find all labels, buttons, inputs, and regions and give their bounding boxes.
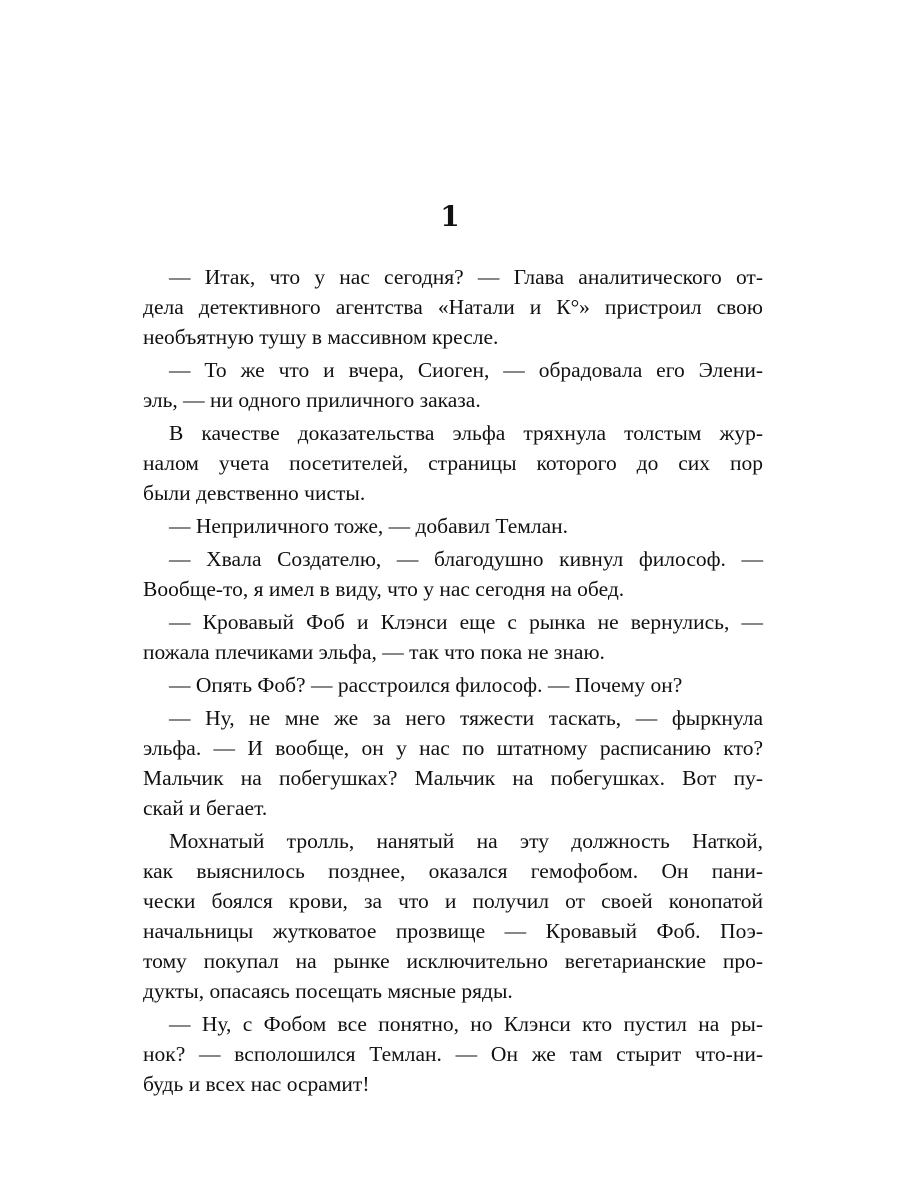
paragraph: [143, 355, 763, 418]
text-line: эльфа. — И вообще, он у нас по штатному расписанию кто?: [143, 736, 763, 760]
text-line: как выяснилось позднее, оказался гемофобом. Он пани-: [143, 859, 763, 883]
text-line: чески боялся крови, за что и получил от своей конопатой: [143, 889, 763, 913]
text-line: дела детективного агентства «Натали и К°» пристроил свою: [143, 295, 763, 319]
text-line: эль, — ни одного приличного заказа.: [143, 388, 481, 412]
chapter-number: 1: [440, 200, 460, 233]
text-line: — Кровавый Фоб и Клэнси еще с рынка не вернулись, —: [169, 610, 763, 634]
text-line: В качестве доказательства эльфа тряхнула толстым жур-: [169, 421, 763, 445]
paragraph: [143, 1009, 763, 1099]
text-line: налом учета посетителей, страницы которого до сих пор: [143, 451, 763, 475]
paragraph: [143, 826, 763, 1009]
chapter-text: [143, 262, 763, 1099]
text-line: были девственно чисты.: [143, 481, 366, 505]
text-line: пожала плечиками эльфа, — так что пока не знаю.: [143, 640, 605, 664]
paragraph: [143, 670, 763, 703]
text-line: Мохнатый тролль, нанятый на эту должность Наткой,: [169, 829, 763, 853]
text-line: — Ну, с Фобом все понятно, но Клэнси кто пустил на ры-: [169, 1012, 763, 1036]
text-line: — Опять Фоб? — расстроился философ. — Почему он?: [169, 673, 683, 697]
text-line: будь и всех нас осрамит!: [143, 1072, 370, 1096]
paragraph: [143, 262, 763, 355]
text-line: скай и бегает.: [143, 796, 268, 820]
text-line: необъятную тушу в массивном кресле.: [143, 325, 499, 349]
paragraph: [143, 511, 763, 544]
paragraph: [143, 418, 763, 511]
text-line: — Ну, не мне же за него тяжести таскать, — фыркнула: [169, 706, 763, 730]
text-line: — То же что и вчера, Сиоген, — обрадовала его Элени-: [169, 358, 763, 382]
text-line: дукты, опасаясь посещать мясные ряды.: [143, 979, 513, 1003]
paragraph: [143, 607, 763, 670]
text-line: Вообще-то, я имел в виду, что у нас сегодня на обед.: [143, 577, 625, 601]
text-line: Мальчик на побегушках? Мальчик на побегушках. Вот пу-: [143, 766, 763, 790]
text-line: начальницы жутковатое прозвище — Кровавый Фоб. Поэ-: [143, 919, 763, 943]
text-line: тому покупал на рынке исключительно вегетарианские про-: [143, 949, 763, 973]
paragraph: [143, 544, 763, 607]
paragraph: [143, 703, 763, 826]
text-line: — Неприличного тоже, — добавил Темлан.: [169, 514, 569, 538]
text-line: — Хвала Создателю, — благодушно кивнул философ. —: [169, 547, 763, 571]
text-line: — Итак, что у нас сегодня? — Глава аналитического от-: [169, 265, 763, 289]
text-line: нок? — всполошился Темлан. — Он же там стырит что-ни-: [143, 1042, 763, 1066]
